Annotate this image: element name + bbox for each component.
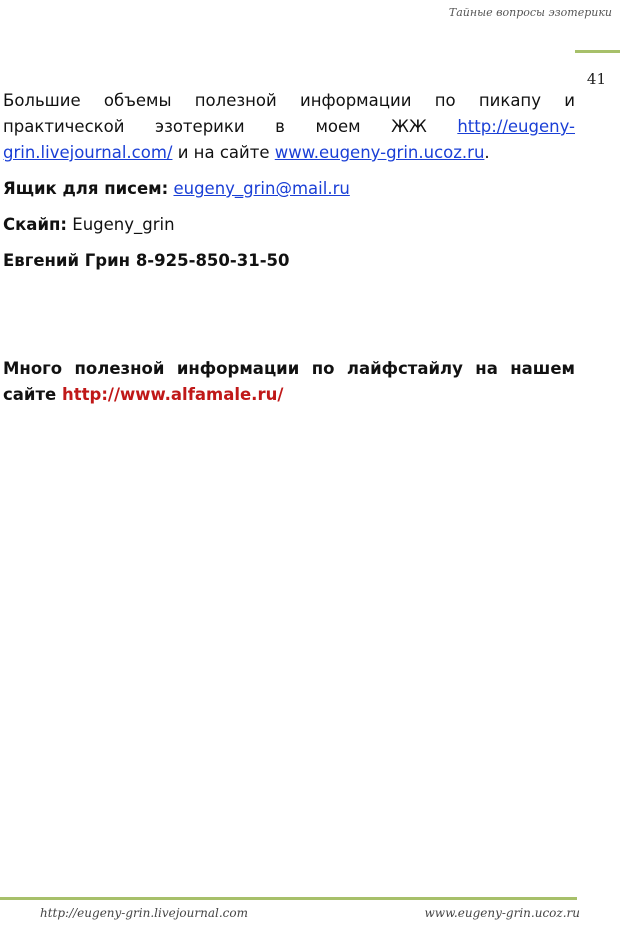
mailbox-line (3, 176, 575, 202)
footer-site-url: www.eugeny-grin.ucoz.ru (424, 906, 580, 920)
footer-livejournal-url: http://eugeny-grin.livejournal.com (40, 906, 248, 920)
intro-paragraph (3, 88, 575, 166)
page-number: 41 (586, 70, 606, 88)
header-title: Тайные вопросы эзотерики (448, 6, 612, 19)
email-link[interactable]: eugeny_grin@mail.ru (173, 179, 350, 198)
lifestyle-paragraph (3, 356, 575, 408)
mailbox-label: Ящик для писем: (3, 179, 169, 198)
contact-name-phone: Евгений Грин 8-925-850-31-50 (3, 251, 290, 270)
and-site-text: и на сайте (177, 143, 270, 162)
skype-value: Eugeny_grin (72, 215, 175, 234)
page-content (3, 88, 575, 418)
livejournal-link[interactable]: http://eugeny-grin.livejournal.com/ (3, 117, 575, 162)
header-divider (575, 50, 620, 53)
ucoz-site-link[interactable]: www.eugeny-grin.ucoz.ru (274, 143, 485, 162)
intro-text: Большие объемы полезной информации по пикапу и практической эзотерики в моем ЖЖ (3, 91, 575, 136)
skype-line (3, 212, 575, 238)
period: . (484, 143, 490, 162)
footer-divider (0, 897, 577, 900)
skype-label: Скайп: (3, 215, 68, 234)
alfamale-link[interactable]: http://www.alfamale.ru/ (61, 385, 284, 404)
lifestyle-text: Много полезной информации по лайфстайлу на нашем сайте (3, 359, 575, 404)
spacer (3, 284, 575, 356)
